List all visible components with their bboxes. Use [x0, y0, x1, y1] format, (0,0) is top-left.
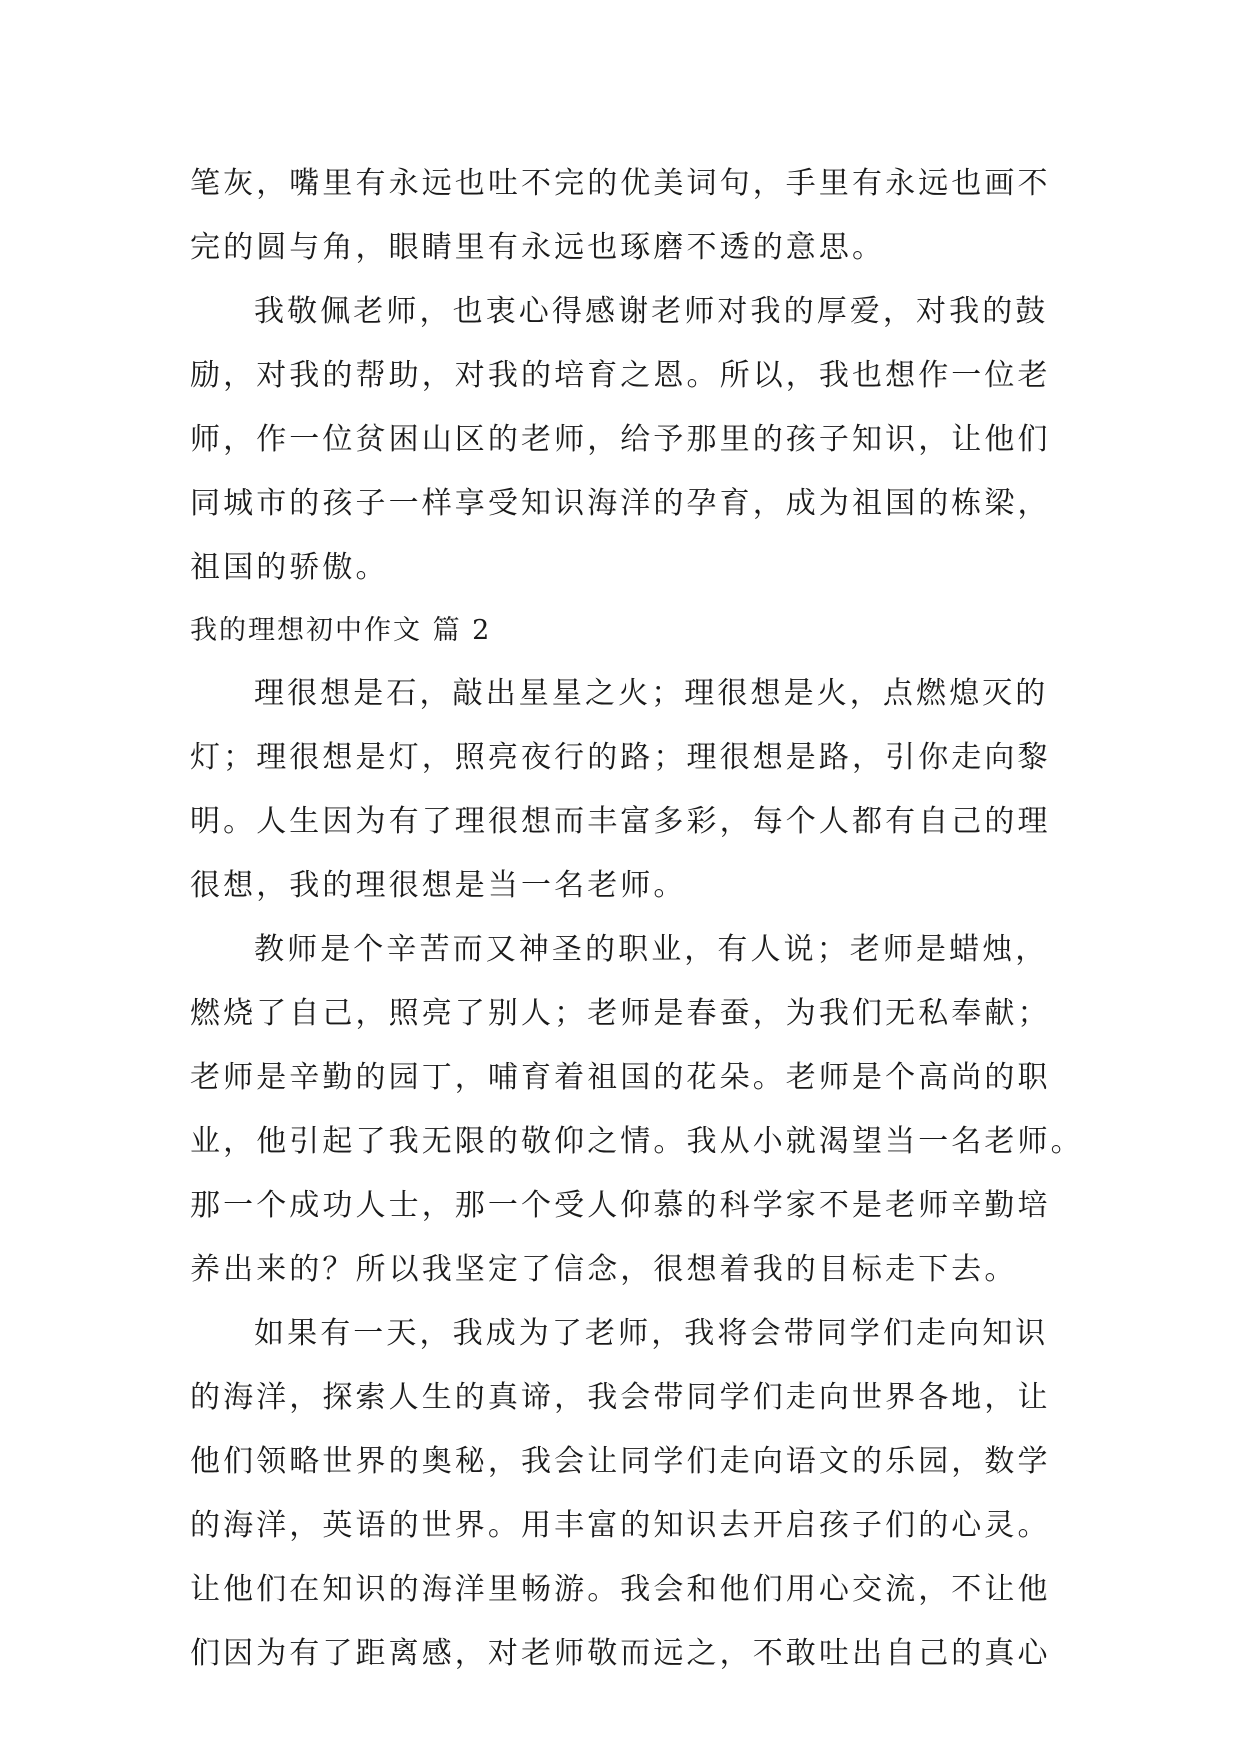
paragraph — [190, 662, 1052, 918]
text-line: 的海洋，探索人生的真谛，我会带同学们走向世界各地，让 — [190, 1380, 1051, 1415]
text-line: 笔灰，嘴里有永远也吐不完的优美词句，手里有永远也画不 — [190, 166, 1051, 201]
text-line: 教师是个辛苦而又神圣的职业，有人说；老师是蜡烛， — [254, 932, 1049, 967]
text-line: 燃烧了自己，照亮了别人；老师是春蚕，为我们无私奉献； — [190, 996, 1051, 1031]
section-heading: 我的理想初中作文 篇 2 — [190, 615, 492, 646]
text-line: 老师是辛勤的园丁，哺育着祖国的花朵。老师是个高尚的职 — [190, 1060, 1051, 1095]
text-line: 的海洋，英语的世界。用丰富的知识去开启孩子们的心灵。 — [190, 1508, 1051, 1543]
paragraph — [190, 1302, 1052, 1686]
text-line: 祖国的骄傲。 — [190, 550, 389, 585]
text-line: 他们领略世界的奥秘，我会让同学们走向语文的乐园，数学 — [190, 1444, 1051, 1479]
paragraph — [190, 152, 1052, 280]
text-line: 灯；理很想是灯，照亮夜行的路；理很想是路，引你走向黎 — [190, 740, 1051, 775]
text-line: 如果有一天，我成为了老师，我将会带同学们走向知识 — [254, 1316, 1049, 1351]
text-line: 们因为有了距离感，对老师敬而远之，不敢吐出自己的真心 — [190, 1636, 1051, 1671]
text-line: 完的圆与角，眼睛里有永远也琢磨不透的意思。 — [190, 230, 886, 265]
text-line: 理很想是石，敲出星星之火；理很想是火，点燃熄灭的 — [254, 676, 1049, 711]
text-line: 那一个成功人士，那一个受人仰慕的科学家不是老师辛勤培 — [190, 1188, 1051, 1223]
paragraph — [190, 918, 1084, 1302]
text-line: 我敬佩老师，也衷心得感谢老师对我的厚爱，对我的鼓 — [254, 294, 1049, 329]
text-line: 同城市的孩子一样享受知识海洋的孕育，成为祖国的栋梁， — [190, 486, 1051, 521]
text-line: 让他们在知识的海洋里畅游。我会和他们用心交流，不让他 — [190, 1572, 1051, 1607]
article-body — [190, 152, 1084, 1686]
text-line: 业，他引起了我无限的敬仰之情。我从小就渴望当一名老师。 — [190, 1124, 1084, 1159]
paragraph — [190, 280, 1052, 600]
text-line: 明。人生因为有了理很想而丰富多彩，每个人都有自己的理 — [190, 804, 1051, 839]
text-line: 师，作一位贫困山区的老师，给予那里的孩子知识，让他们 — [190, 422, 1051, 457]
text-line: 养出来的？所以我坚定了信念，很想着我的目标走下去。 — [190, 1252, 1018, 1287]
text-line: 很想，我的理很想是当一名老师。 — [190, 868, 687, 903]
text-line: 励，对我的帮助，对我的培育之恩。所以，我也想作一位老 — [190, 358, 1051, 393]
